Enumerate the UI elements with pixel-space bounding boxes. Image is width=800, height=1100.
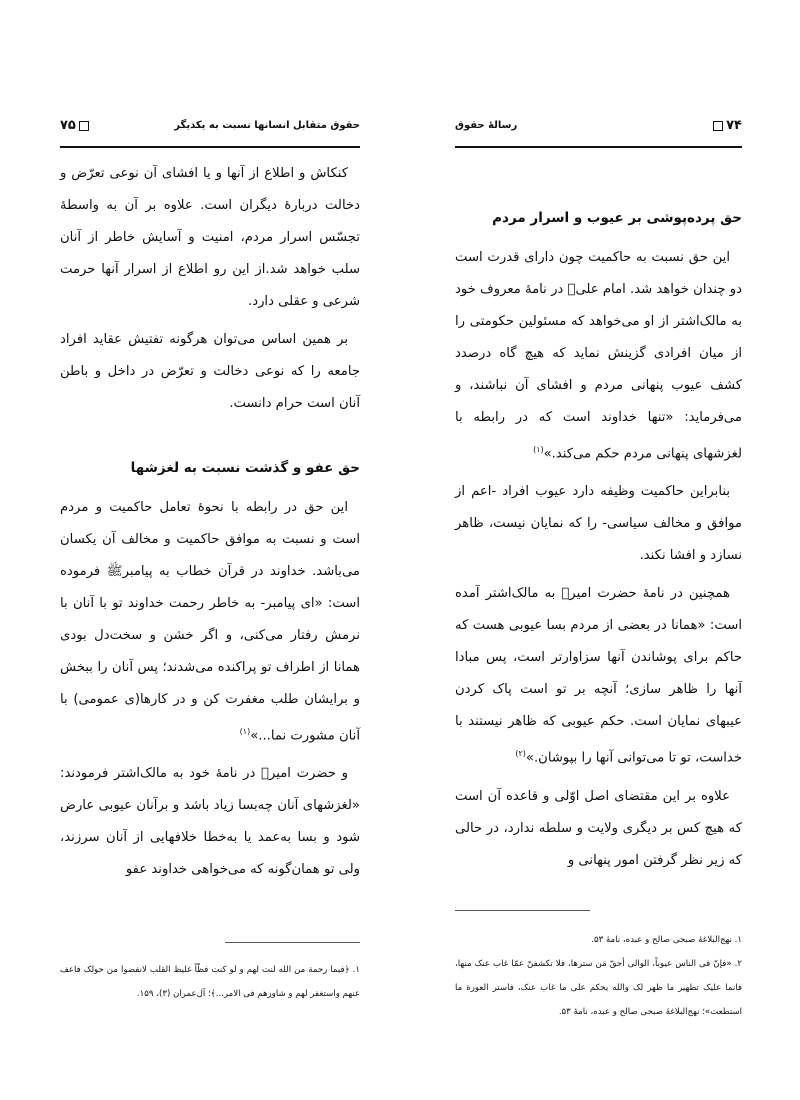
footnote-marker: (۱) (239, 727, 251, 736)
paragraph: همچنین در نامۀ حضرت امیرؑ به مالک‌اشتر آمده است: «همانا در بعضی از مردم بسا عیوبی هست که حاکم برای پوشاندن آنها سزاوارتر است، پس مبادا آنها را ظاهر سازی؛ آنچه بر تو است پاک کردن عیبهای نمایان است. حکم عیوبی که ظاهر نیستند با خداست، تو تا می‌توانی آنها را بپوشان.»$^{(۲)}$ (455, 586, 742, 766)
left-running-header (60, 118, 360, 138)
footnote: ۱. ﴿فبما رحمة من الله لنت لهم و لو کنت فظّاً غلیظ القلب لانفضوا من حولک فاعف عنهم واستغفر لهم و شاورهم فی الامر...﴾؛ آل‌عمران (۳)، ۱۵۹. (60, 965, 360, 999)
footnote-marker: (۱) (533, 445, 544, 454)
footnote-rule (225, 942, 360, 943)
footnote: ۲. «فإنّ فی الناس عیوباً، الوالی أحقّ مَن سترها، فلا تکشفنّ عمّا غاب عنک منها، فانما علیک تطهیر ما ظهر لک والله یحکم علی ما غاب عنک، فاستر العورة ما استطعت»؛ نهج‌البلاغۀ صبحی صالح و عبده، نامۀ ۵۳. (455, 959, 742, 1017)
right-running-title: رسالۀ حقوق (455, 120, 518, 131)
paragraph: بنابراین حاکمیت وظیفه دارد عیوب افراد -اعم از موافق و مخالف سیاسی- را که نمایان نیست، ظاهر نسازد و افشا نکند. (455, 484, 742, 564)
left-footnotes (60, 958, 360, 1006)
left-body (60, 158, 360, 892)
section-heading: حق پرده‌پوشی بر عیوب و اسرار مردم (492, 210, 742, 226)
footnote-rule (455, 910, 590, 911)
paragraph: بر همین اساس می‌توان هرگونه تفتیش عقاید افراد جامعه را که نوعی دخالت و تعرّض در داخل و باطن آنان است حرام دانست. (60, 332, 360, 411)
left-page-number: ۷۵ (60, 118, 89, 133)
header-rule (455, 146, 742, 148)
right-footnotes (455, 928, 742, 1024)
left-page (60, 0, 360, 1100)
right-running-header (455, 118, 742, 138)
page-square-icon (79, 121, 89, 131)
left-running-title: حقوق متقابل انسانها نسبت به یکدیگر (174, 120, 360, 131)
paragraph: علاوه بر این مقتضای اصل اوّلی و قاعده آن است که هیچ کس بر دیگری ولایت و سلطه ندارد، در حالی که زیر نظر گرفتن امور پنهانی و (455, 788, 742, 868)
page-square-icon (713, 121, 723, 131)
paragraph: کنکاش و اطلاع از آنها و یا افشای آن نوعی تعرّض و دخالت دربارۀ دیگران است. علاوه بر آن به واسطۀ تجسّس اسرار مردم، امنیت و آسایش خاطر از آنان سلب خواهد شد.از این رو اطلاع از اسرار آنها حرمت شرعی و عقلی دارد. (60, 166, 360, 309)
paragraph: و حضرت امیرؑ در نامۀ خود به مالک‌اشتر فرمودند: «لغزشهای آنان چه‌بسا زیاد باشد و برآنان عیوبی عارض شود و بسا به‌عمد یا به‌خطا خلافهایی از آنان سرزند، ولی تو همان‌گونه که می‌خواهی خداوند عفو (60, 766, 360, 878)
right-body (455, 206, 742, 883)
header-rule (60, 146, 360, 148)
paragraph: این حق نسبت به حاکمیت چون دارای قدرت است دو چندان خواهد شد. امام علیؑ در نامۀ معروف خود به مالک‌اشتر از او می‌خواهد که مسئولین حکومتی را از میان افرادی گزینش نماید که هیچ گاه درصدد کشف عیوب پنهانی مردم و افشای آن نباشند، و می‌فرماید: «تنها خداوند است که در رابطه با لغزشهای پنهانی مردم حکم می‌کند.»$^{(۱)}$ (455, 250, 742, 462)
paragraph: این حق در رابطه با نحوۀ تعامل حاکمیت و مردم است و نسبت به موافق حاکمیت و مخالف آن یکسان می‌باشد. خداوند در قرآن خطاب به پیامبرﷺ فرموده است: «ای پیامبر- به خاطر رحمت خداوند تو با آنان با نرمش رفتار می‌کنی، و اگر خشن و سخت‌دل بودی همانا از اطراف تو پراکنده می‌شدند؛ پس آنان را ببخش و برایشان طلب مغفرت کن و در کارها(ی عمومی) با آنان مشورت نما...»$^{(۱)}$ (60, 500, 360, 744)
footnote: ۱. نهج‌البلاغۀ صبحی صالح و عبده، نامۀ ۵۳. (591, 935, 742, 945)
section-heading: حق عفو و گذشت نسبت به لغزشها (130, 460, 360, 476)
right-page (455, 0, 742, 1100)
right-page-number: ۷۴ (713, 118, 742, 133)
footnote-marker: (۲) (515, 749, 526, 759)
